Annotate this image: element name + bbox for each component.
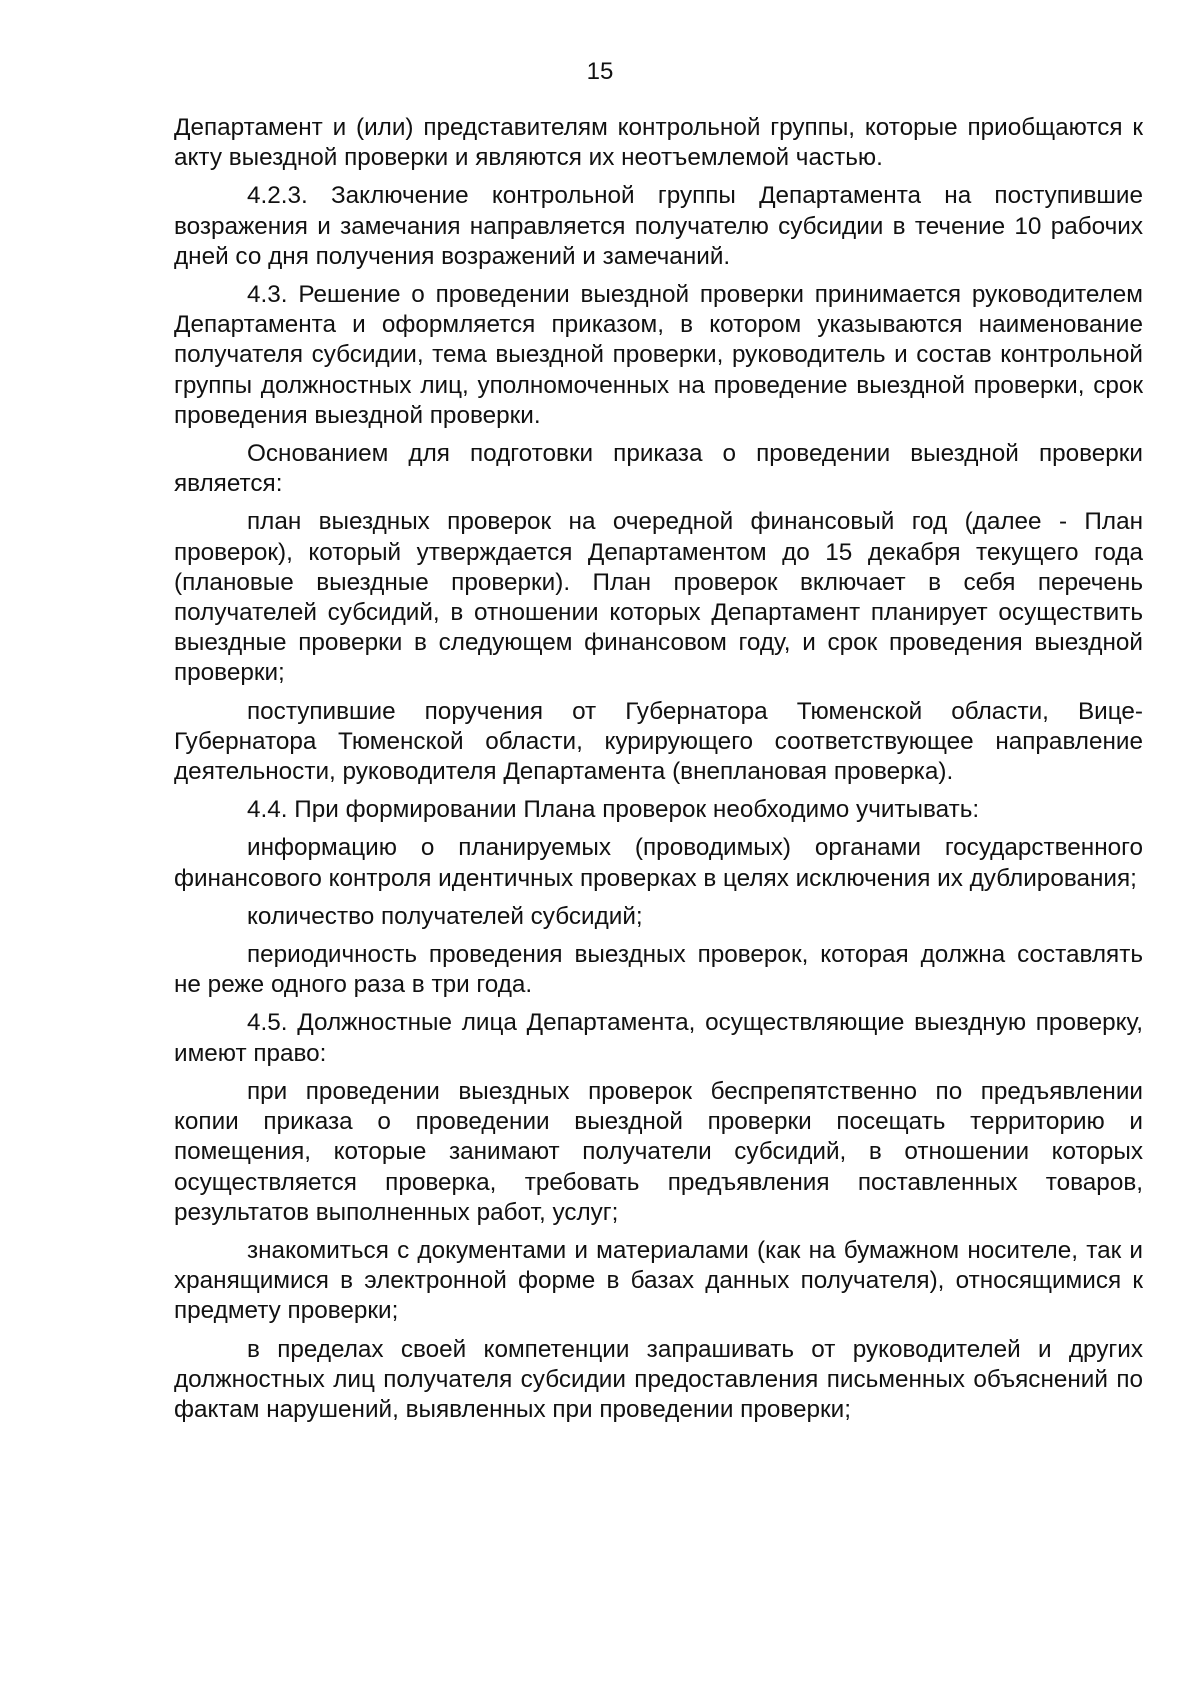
paragraph-plan: план выездных проверок на очередной финансовый год (далее - План проверок), который утверждается Департаментом до 15 декабря текущего года (плановые выездные проверки). План проверок включает в себя перечень получателей субсидий, в отношении которых Департамент планирует осуществить выездные проверки в следующем финансовом году, и срок проведения выездной проверки; <box>174 508 1143 687</box>
paragraph-periodicity: периодичность проведения выездных проверок, которая должна составлять не реже одного раза в три года. <box>174 941 1143 999</box>
paragraph-right-visit: при проведении выездных проверок беспрепятственно по предъявлении копии приказа о проведении выездной проверки посещать территорию и помещения, которые занимают получатели субсидий, в отношении которых осуществляется проверка, требовать предъявления поставленных товаров, результатов выполненных работ, услуг; <box>174 1077 1143 1226</box>
paragraph-information: информацию о планируемых (проводимых) органами государственного финансового контроля идентичных проверках в целях исключения их дублирования; <box>174 834 1143 892</box>
paragraph-right-explanations: в пределах своей компетенции запрашивать от руководителей и других должностных лиц получателя субсидии предоставления письменных объяснений по фактам нарушений, выявленных при проведении проверки; <box>174 1335 1143 1423</box>
page-number: 15 <box>586 58 614 85</box>
paragraph-continuation: Департамент и (или) представителям контрольной группы, которые приобщаются к акту выездной проверки и являются их неотъемлемой частью. <box>174 114 1143 172</box>
paragraph-count: количество получателей субсидий; <box>247 902 643 930</box>
paragraph-instructions: поступившие поручения от Губернатора Тюменской области, Вице-Губернатора Тюменской области, курирующего соответствующее направление деятельности, руководителя Департамента (внеплановая проверка). <box>174 697 1143 786</box>
paragraph-grounds: Основанием для подготовки приказа о проведении выездной проверки является: <box>174 440 1143 498</box>
paragraph-4-4: 4.4. При формировании Плана проверок необходимо учитывать: <box>247 796 980 824</box>
paragraph-4-5: 4.5. Должностные лица Департамента, осуществляющие выездную проверку, имеют право: <box>174 1009 1143 1067</box>
paragraph-right-documents: знакомиться с документами и материалами (как на бумажном носителе, так и хранящимися в электронной форме в базах данных получателя), относящимися к предмету проверки; <box>174 1236 1143 1325</box>
document-body <box>174 113 1143 1433</box>
paragraph-4-2-3: 4.2.3. Заключение контрольной группы Департамента на поступившие возражения и замечания направляется получателю субсидии в течение 10 рабочих дней со дня получения возражений и замечаний. <box>174 182 1143 270</box>
paragraph-4-3: 4.3. Решение о проведении выездной проверки принимается руководителем Департамента и оформляется приказом, в котором указываются наименование получателя субсидии, тема выездной проверки, руководитель и состав контрольной группы должностных лиц, уполномоченных на проведение выездной проверки, срок проведения выездной проверки. <box>174 281 1143 429</box>
